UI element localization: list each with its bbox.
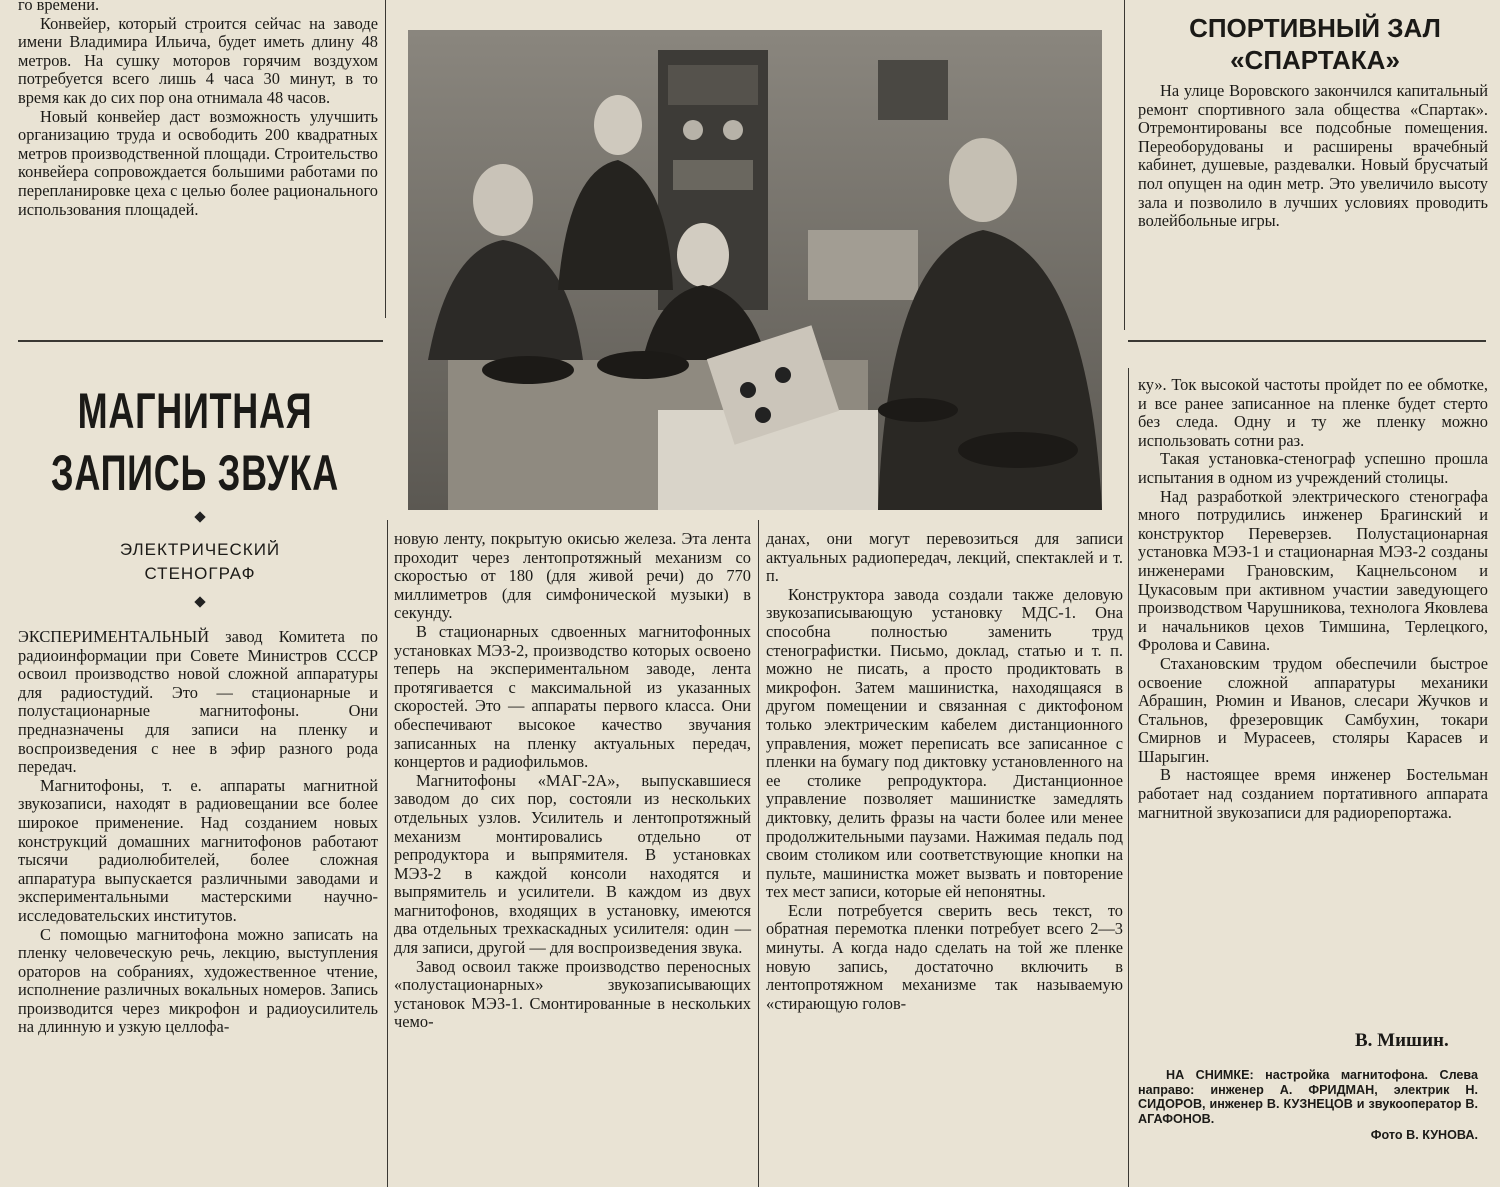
photo-illustration (408, 30, 1102, 510)
paragraph: Стахановским трудом обеспечили быстрое освоение сложной аппаратуры механики Абрашин, Рюмин и Иванов, слесари Жучков и Стальнов, фрезеровщик Самбухин, токари Смирнов и Мурасеев, столяры Карасев и Шарыгин. (1138, 653, 1488, 766)
paragraph: Магнитофоны, т. е. аппараты магнитной звукозаписи, находят в радиовещании все более широкое применение. Над созданием новых конструкций домашних магнитофонов работают тысячи радиолюбителей, более сложная аппаратура выпускается различными заводами и экспериментальными мастерскими научно-исследовательских институтов. (18, 775, 378, 925)
paragraph: ку». Ток высокой частоты пройдет по ее обмотке, и все ранее записанное на пленке будет стерто без следа. Одну и ту же пленку можно использовать сотни раз. (1138, 375, 1488, 450)
article-column-4 (1138, 376, 1488, 822)
headline-line-2: ЗАПИСЬ ЗВУКА (51, 445, 339, 501)
article-headline (47, 380, 342, 504)
subheadline-line-2: СТЕНОГРАФ (144, 564, 256, 583)
paragraph: данах, они могут перевозиться для записи актуальных радиопередач, лекций, спектаклей и т. п. (766, 529, 1123, 586)
paragraph: На улице Воровского закончился капитальный ремонт спортивного зала общества «Спартак». Отремонтированы все подсобные помещения. Переоборудованы и расширены врачебный кабинет, душевые, раздевалки. Новый брусчатый пол опущен на один метр. Это увеличило высоту зала и позволило в лучших условиях проводить волейбольные игры. (1138, 81, 1488, 231)
paragraph: Магнитофоны «МАГ-2А», выпускавшиеся заводом до сих пор, состояли из нескольких отдельных узлов. Усилитель и лентопротяжный механизм монтировались отдельно от репродуктора и выпрямителя. В установках МЭЗ-2 в каждой консоли находятся и выпрямитель и усилители. В каждом из двух магнитофонов, входящих в установку, имеются два отдельных трехкаскадных усилителя: один — для записи, другой — для воспроизведения звука. (394, 770, 751, 958)
paragraph: Конвейер, который строится сейчас на заводе имени Владимира Ильича, будет иметь длину 48 метров. На сушку моторов горячим воздухом потребуется всего лишь 4 часа 30 минут, в то время как до сих пор она отнимала 48 часов. (18, 13, 378, 107)
paragraph: Конструктора завода создали также деловую звукозаписывающую установку МДС-1. Она способна полностью заменить труд стенографистки. Письмо, доклад, статью и т. п. можно не писать, а просто продиктовать в микрофон. Затем машинистка, находящаяся в другом помещении и связанная с диктофоном только электрическим кабелем дистанционного управления, может переписать все записанное с пленки на бумагу под диктовку установленного на ее столике репродуктора. Дистанционное управление позволяет машинистке замедлять диктовку, делить фразы на части более или менее продолжительными паузами. Нажимая педаль под своим столиком или соответствующие кнопки на пульте, машинистка может вызвать и повторение тех мест записи, которые ей непонятны. (766, 584, 1123, 902)
photo-magnetophone-setup (408, 30, 1102, 510)
paragraph: Если потребуется сверить весь текст, то обратная перемотка пленки потребует всего 2—3 минуты. А когда надо сделать на той же пленке новую запись, достаточно включить в лентопротяжном механизме так называемую «стирающую голов- (766, 900, 1123, 1013)
sport-article-text (1138, 82, 1488, 231)
ornament-diamond (194, 511, 205, 522)
column-rule (1128, 368, 1129, 1187)
paragraph: В стационарных сдвоенных магнитофонных установках МЭЗ-2, производство которых освоено теперь на экспериментальном заводе, лента протягивается с максимальной из указанных скоростей. Это — аппараты первого класса. Они обеспечивают высокое качество звучания записанных на пленку актуальных передач, концертов и радиофильмов. (394, 621, 751, 772)
sport-headline-line-1: СПОРТИВНЫЙ ЗАЛ (1189, 13, 1441, 43)
article-column-1 (18, 628, 378, 1037)
top-left-column (18, 0, 378, 219)
paragraph-lead: ЭКСПЕРИМЕНТАЛЬНЫЙ завод Комитета по радиоинформации при Совете Министров СССР освоил производство новой сложной аппаратуры для радиостудий. Это — стационарные и полустационарные магнитофоны. Они предназначены для записи на пленку и воспроизведения с нее в эфир разного рода передач. (18, 627, 378, 777)
paragraph: Такая установка-стенограф успешно прошла испытания в одном из учреждений столицы. (1138, 449, 1488, 487)
paragraph: го времени. (18, 0, 100, 14)
section-rule (18, 340, 383, 342)
sport-headline (1140, 12, 1490, 76)
paragraph: Завод освоил также производство переносных «полустационарных» звукозаписывающих установок МЭЗ-1. Смонтированные в нескольких чемо- (394, 956, 751, 1032)
caption-text: НА СНИМКЕ: настройка магнитофона. Слева направо: инженер А. ФРИДМАН, электрик Н. СИДОРОВ, инженер В. КУЗНЕЦОВ и звукооператор В. АГАФОНОВ. (1138, 1068, 1478, 1126)
subheadline-line-1: ЭЛЕКТРИЧЕСКИЙ (119, 540, 281, 559)
article-column-2 (394, 530, 751, 1032)
paragraph: Над разработкой электрического стенографа много потрудились инженер Брагинский и конструктор Переверзев. Полустационарная установка МЭЗ-1 и стационарная МЭЗ-2 созданы инженерами Грановским, Кацнельсоном и Цукасовым при активном участии заведующего производством Чарушникова, технолога Яковлева и начальников цехов Тимшина, Терлецкого, Фролова и Савина. (1138, 486, 1488, 655)
headline-line-1: МАГНИТНАЯ (77, 383, 313, 439)
author-signature: В. Мишин. (1355, 1030, 1449, 1051)
paragraph: В настоящее время инженер Бостельман работает над созданием портативного аппарата магнитной звукозаписи для радиорепортажа. (1138, 765, 1488, 822)
paragraph: С помощью магнитофона можно записать на пленку человеческую речь, лекцию, выступления ораторов на собраниях, художественное чтение, исполнение различных вокальных номеров. Запись производится через микрофон и радиоусилитель на длинную и узкую целлофа- (18, 924, 378, 1037)
sport-headline-line-2: «СПАРТАКА» (1230, 45, 1400, 75)
article-column-3 (766, 530, 1123, 1013)
column-rule (385, 0, 386, 318)
section-rule (1128, 340, 1486, 342)
paragraph: новую ленту, покрытую окисью железа. Эта лента проходит через лентопротяжный механизм со скоростью от 180 (для живой речи) до 770 миллиметров (для симфонической музыки) в секунду. (394, 529, 751, 623)
photo-caption (1138, 1068, 1478, 1143)
column-rule (758, 520, 759, 1187)
ornament-diamond (194, 596, 205, 607)
column-rule (1124, 0, 1125, 330)
paragraph: Новый конвейер даст возможность улучшить организацию труда и освободить 200 квадратных метров производственной площади. Строительство конвейера сопровождается большими работами по перепланировке цеха с целью более рационального использования площадей. (18, 106, 378, 219)
photo-credit: Фото В. КУНОВА. (1370, 1128, 1478, 1143)
column-rule (387, 520, 388, 1187)
article-subheadline (20, 538, 380, 586)
